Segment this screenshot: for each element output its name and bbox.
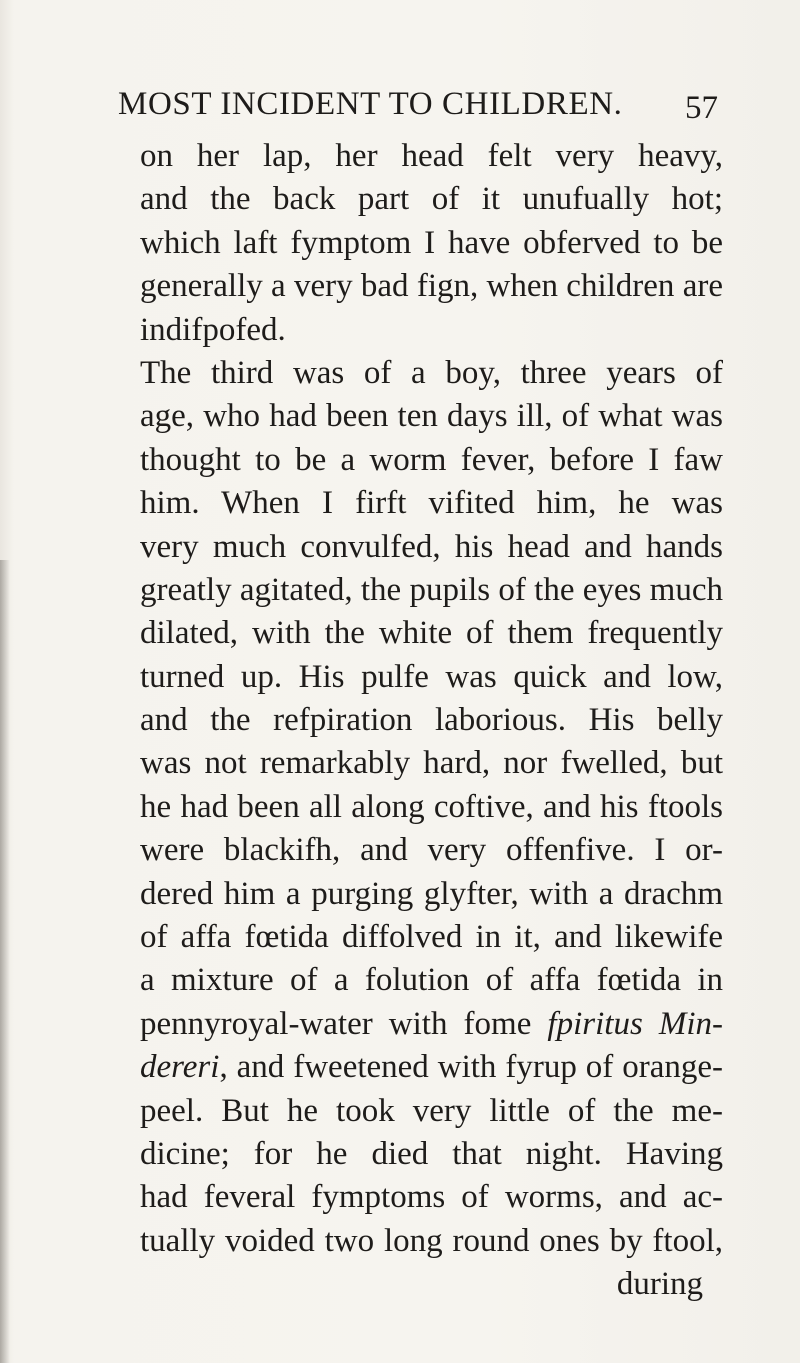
text-line: age, who had been ten days ill, of what was: [140, 398, 723, 435]
text-line: dered him a purging glyfter, with a drachm: [140, 875, 723, 912]
text-line: he had been all along coftive, and his ftools: [140, 788, 723, 825]
text-line: turned up. His pulfe was quick and low,: [140, 658, 723, 695]
text-line: The third was of a boy, three years of: [140, 354, 723, 391]
text-line: which laft fymptom I have obferved to be: [140, 224, 723, 261]
text-line-mixed: [140, 1003, 723, 1046]
text-line: thought to be a worm fever, before I faw: [140, 441, 723, 478]
text-line: a mixture of a folution of affa fœtida in: [140, 962, 723, 999]
text-line: and the refpiration laborious. His belly: [140, 702, 723, 739]
running-head: MOST INCIDENT TO CHILDREN.: [118, 86, 623, 122]
text-line-mixed: [140, 1046, 723, 1089]
text-line: greatly agitated, the pupils of the eyes much: [140, 571, 723, 608]
text-line: tually voided two long round ones by ftool,: [140, 1222, 723, 1259]
text-line: dicine; for he died that night. Having: [140, 1135, 723, 1172]
catchword: during: [616, 1266, 703, 1303]
text-line: and the back part of it unufually hot;: [140, 181, 723, 218]
text-line: had feveral fymptoms of worms, and ac-: [140, 1179, 723, 1216]
text-line: peel. But he took very little of the me-: [140, 1092, 723, 1129]
text-line: him. When I firft vifited him, he was: [140, 485, 723, 522]
text-segment: , and fweetened with fyrup of orange-: [219, 1049, 723, 1086]
text-line: indifpofed.: [140, 311, 286, 348]
text-segment: pennyroyal-water with fome: [140, 1005, 548, 1042]
text-line: was not remarkably hard, nor fwelled, but: [140, 745, 723, 782]
text-line: very much convulfed, his head and hands: [140, 528, 723, 565]
text-line: of affa fœtida diffolved in it, and likewife: [140, 919, 723, 956]
text-line: generally a very bad fign, when children are: [140, 268, 723, 305]
text-line: were blackifh, and very offenfive. I or-: [140, 832, 723, 869]
page-header: [118, 86, 718, 132]
gutter-shadow: [0, 560, 10, 1363]
page-number: 57: [685, 90, 718, 126]
body-text: [140, 135, 723, 1307]
italic-segment: dereri: [140, 1049, 220, 1086]
text-line: on her lap, her head felt very heavy,: [140, 138, 723, 174]
text-line: dilated, with the white of them frequently: [140, 615, 723, 652]
italic-segment: fpiritus Min-: [547, 1005, 723, 1042]
